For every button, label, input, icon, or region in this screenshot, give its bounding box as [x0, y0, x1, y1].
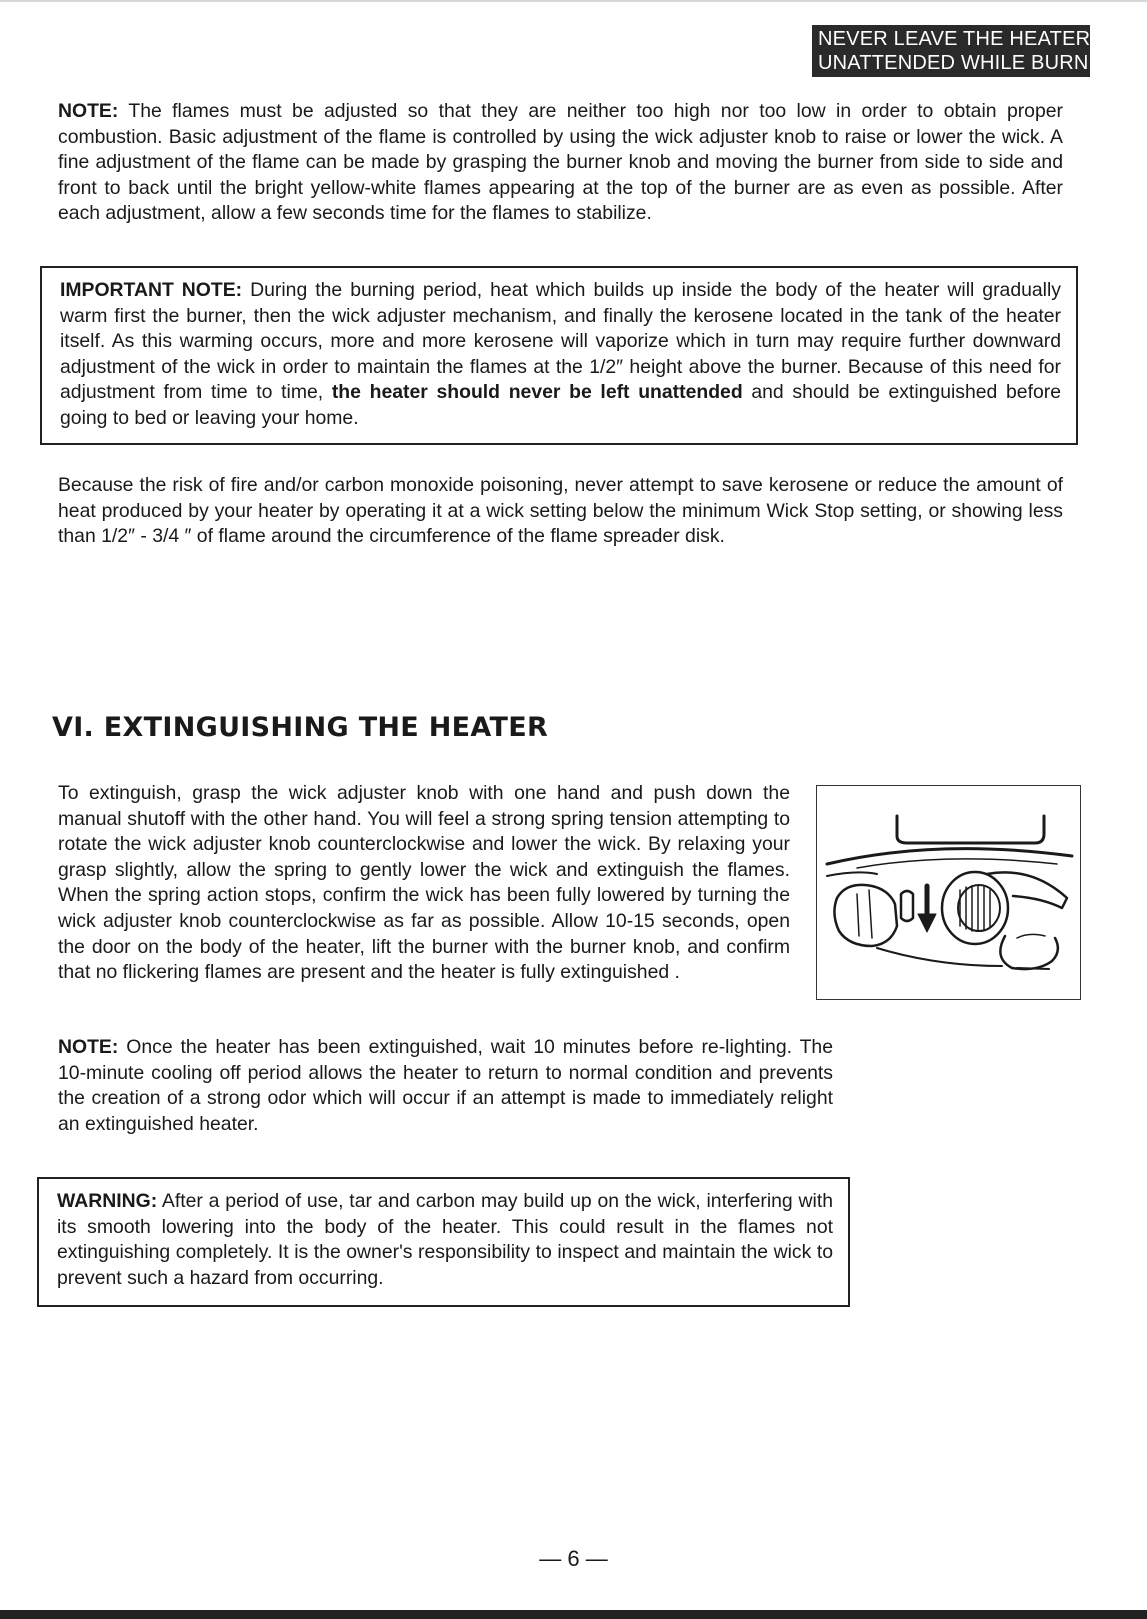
extinguish-text: To extinguish, grasp the wick adjuster knob with one hand and push down the manual shutoff with the other hand. You will feel a strong spring tension attempting to rotate the wick adjuster knob counterclockwise and lower the wick. By relaxing your grasp slightly, allow the spring to gently lower the wick and extinguish the flames. When the spring action stops, confirm the wick has been fully lowered by turning the wick adjuster knob counterclockwise as far as possible. Allow 10-15 seconds, open the door on the body of the heater, lift the burner with the burner knob, and confirm that no flickering flames are present and the heater is fully extinguished . — [58, 782, 790, 984]
important-note-text-1: During the burning period, heat which builds up inside the body of the heater will gradually warm first the burner, then the wick adjuster mechanism, and finally the kerosene located in the tank of the heater itself. As this warming occurs, more and more kerosene will vaporize which in turn may require further downward adjustment of the wick in order to maintain the flames at the — [60, 279, 1061, 378]
bottom-rule — [0, 1610, 1147, 1619]
page-number: — 6 — — [539, 1546, 608, 1571]
hand-pressing-shutoff-illustration — [817, 786, 1079, 998]
warning-label: WARNING: — [57, 1190, 158, 1212]
flame-fraction-max: 3/4 ″ — [152, 525, 192, 548]
warning-paragraph — [57, 1189, 833, 1291]
important-note-paragraph — [60, 278, 1061, 432]
top-rule — [0, 0, 1147, 2]
important-note-text-3: and should be extinguished before going to bed or leaving your home. — [60, 381, 1061, 429]
note-text: The flames must be adjusted so that they are neither too high nor too low in order to obtain proper combustion. Basic adjustment of the flame is controlled by using the wick adjuster knob to raise or lower the wick. A fine adjustment of the flame can be made by grasping the burner knob and moving the burner from side to side and front to back until the bright yellow-white flames appearing at the top of the burner are as even as possible. After each adjustment, allow a few seconds time for the flames to stabilize. — [58, 100, 1063, 225]
banner-line-2: UNATTENDED WHILE BURNING! — [818, 52, 1131, 74]
cooling-note-label: NOTE: — [58, 1036, 119, 1058]
note-label: NOTE: — [58, 100, 119, 122]
important-note-text-2: height above the burner. Because of this need for adjustment from time to time, — [60, 355, 1061, 404]
warning-box — [37, 1177, 850, 1307]
important-note-bold-text: the heater should never be left unattended — [331, 381, 743, 404]
risk-text-2: of flame around the circumference of the flame spreader disk. — [191, 525, 725, 548]
flame-fraction-min: 1/2″ — [101, 525, 135, 548]
warning-banner — [812, 25, 1131, 77]
cooling-note-text: Once the heater has been extinguished, wait 10 minutes before re-lighting. The 10-minute cooling off period allows the heater to return to normal condition and prevents the creation of a strong odor which will occur if an attempt is made to immediately relight an extinguished heater. — [58, 1036, 833, 1135]
extinguish-paragraph — [58, 781, 790, 986]
banner-line-1: NEVER LEAVE THE HEATER — [818, 28, 1091, 50]
risk-paragraph — [58, 473, 1063, 550]
important-note-box — [40, 266, 1078, 445]
height-fraction: 1/2″ — [589, 355, 624, 378]
section-title: VI. EXTINGUISHING THE HEATER — [52, 712, 549, 743]
cooling-note-paragraph — [58, 1035, 833, 1137]
wick-knob-illustration — [816, 785, 1081, 1000]
fraction-dash: - — [134, 525, 153, 548]
warning-text: After a period of use, tar and carbon may build up on the wick, interfering with its smooth lowering into the body of the heater. This could result in the flames not extinguishing completely. It is the owner's responsibility to inspect and maintain the wick to prevent such a hazard from occurring. — [57, 1190, 833, 1289]
important-note-label: IMPORTANT NOTE: — [60, 279, 243, 301]
note-paragraph — [58, 99, 1063, 227]
risk-text-1: Because the risk of fire and/or carbon monoxide poisoning, never attempt to save kerosene or reduce the amount of heat produced by your heater by operating it at a wick setting below the minimum Wick Stop setting, or showing less than — [58, 474, 1063, 548]
